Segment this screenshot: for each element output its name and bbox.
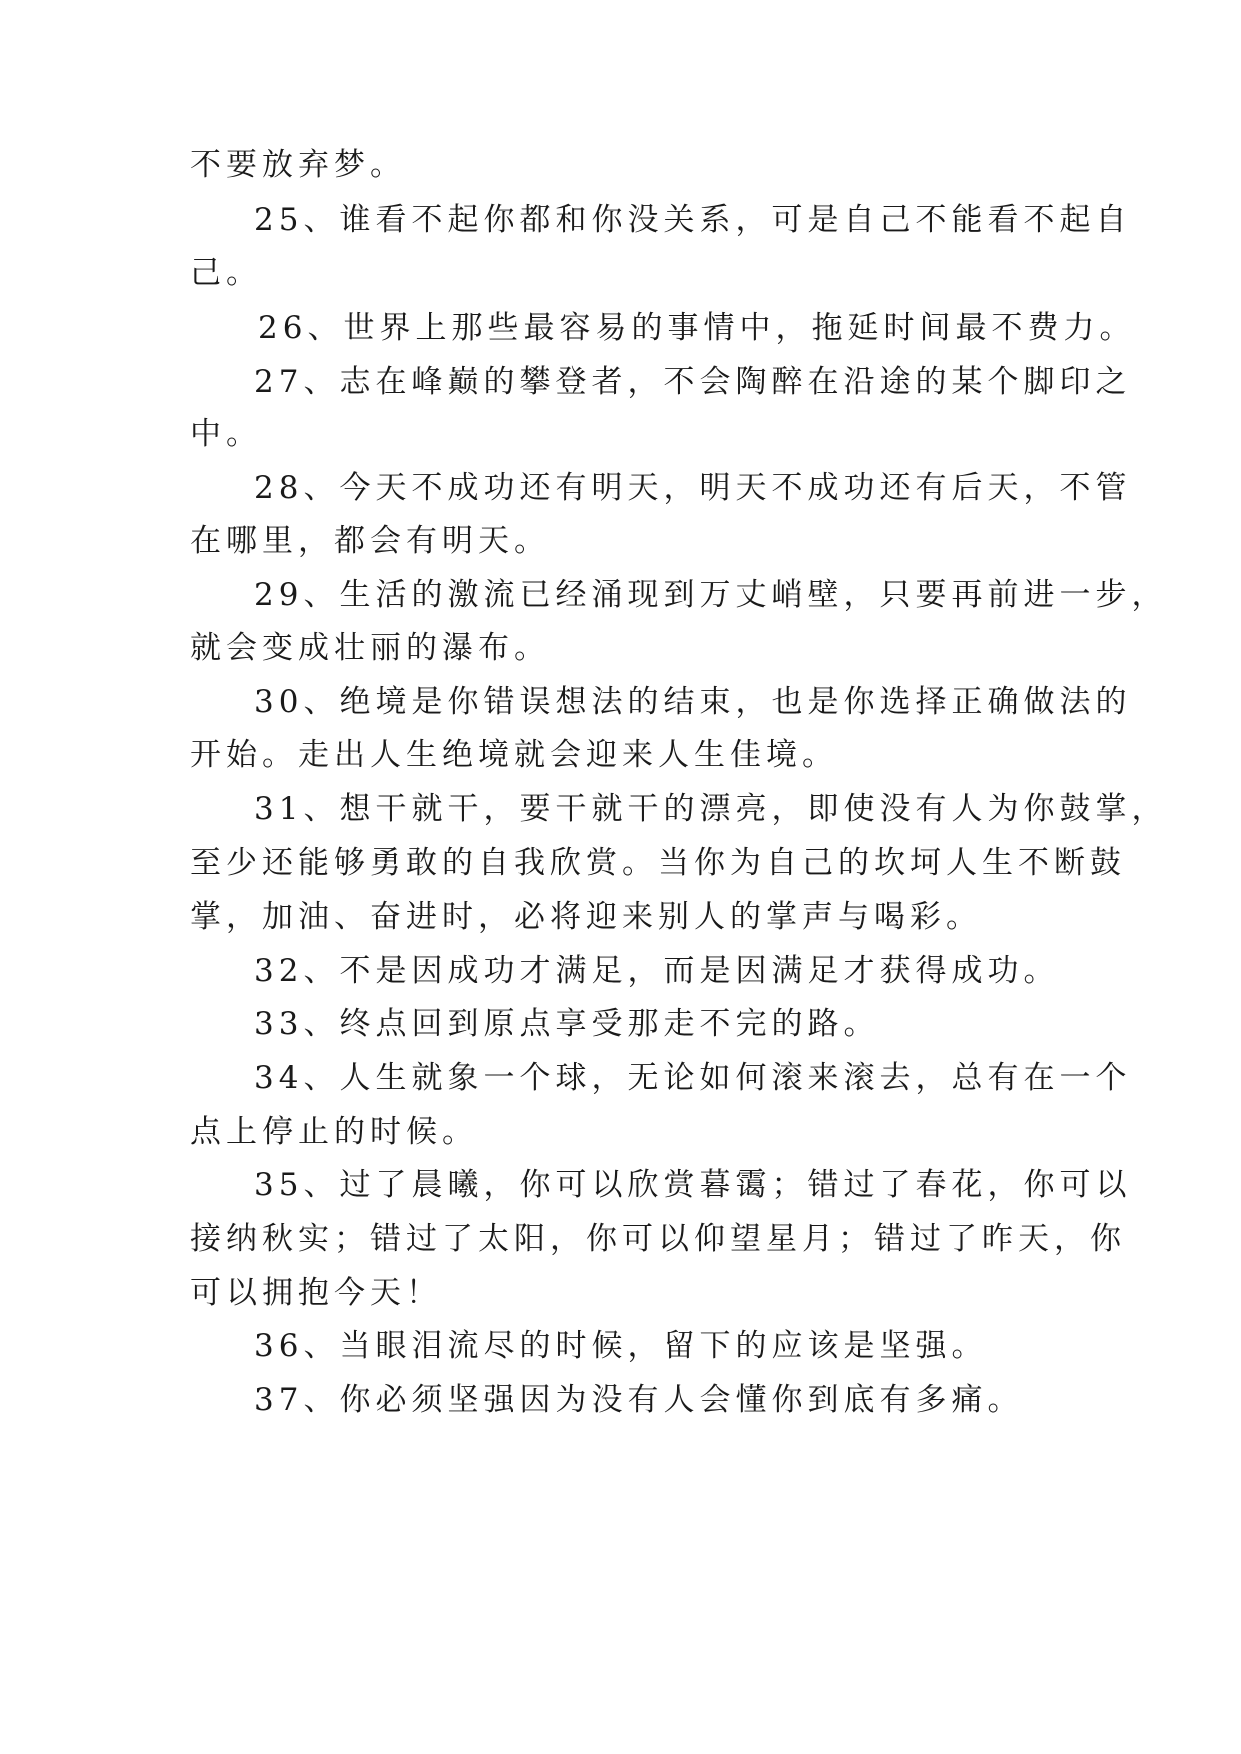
text-line: 36、当眼泪流尽的时候，留下的应该是坚强。 xyxy=(254,1328,988,1364)
text-line: 掌，加油、奋进时，必将迎来别人的掌声与喝彩。 xyxy=(190,899,982,935)
text-line: 28、今天不成功还有明天，明天不成功还有后天，不管 xyxy=(254,470,1132,506)
text-line: 可以拥抱今天！ xyxy=(190,1275,442,1311)
text-line: 25、谁看不起你都和你没关系，可是自己不能看不起自 xyxy=(254,202,1132,238)
text-line: 至少还能够勇敢的自我欣赏。当你为自己的坎坷人生不断鼓 xyxy=(190,845,1126,881)
text-line: 34、人生就象一个球，无论如何滚来滚去，总有在一个 xyxy=(254,1060,1132,1096)
text-line: 30、绝境是你错误想法的结束，也是你选择正确做法的 xyxy=(254,684,1132,720)
text-line: 在哪里，都会有明天。 xyxy=(190,523,550,559)
text-line: 32、不是因成功才满足，而是因满足才获得成功。 xyxy=(254,953,1060,989)
text-line: 中。 xyxy=(190,416,262,452)
text-line: 接纳秋实；错过了太阳，你可以仰望星月；错过了昨天，你 xyxy=(190,1221,1126,1257)
text-line: 不要放弃梦。 xyxy=(190,147,406,183)
text-line: 29、生活的激流已经涌现到万丈峭壁，只要再前进一步， xyxy=(254,577,1168,613)
text-line: 26、世界上那些最容易的事情中，拖延时间最不费力。 xyxy=(258,310,1136,346)
text-line: 点上停止的时候。 xyxy=(190,1114,478,1150)
text-line: 就会变成壮丽的瀑布。 xyxy=(190,630,550,666)
text-line: 27、志在峰巅的攀登者，不会陶醉在沿途的某个脚印之 xyxy=(254,364,1132,400)
text-line: 己。 xyxy=(190,255,262,291)
text-line: 33、终点回到原点享受那走不完的路。 xyxy=(254,1006,880,1042)
text-line: 35、过了晨曦，你可以欣赏暮霭；错过了春花，你可以 xyxy=(254,1167,1132,1203)
text-line: 31、想干就干，要干就干的漂亮，即使没有人为你鼓掌， xyxy=(254,791,1168,827)
text-line: 37、你必须坚强因为没有人会懂你到底有多痛。 xyxy=(254,1382,1024,1418)
text-line: 开始。走出人生绝境就会迎来人生佳境。 xyxy=(190,737,838,773)
